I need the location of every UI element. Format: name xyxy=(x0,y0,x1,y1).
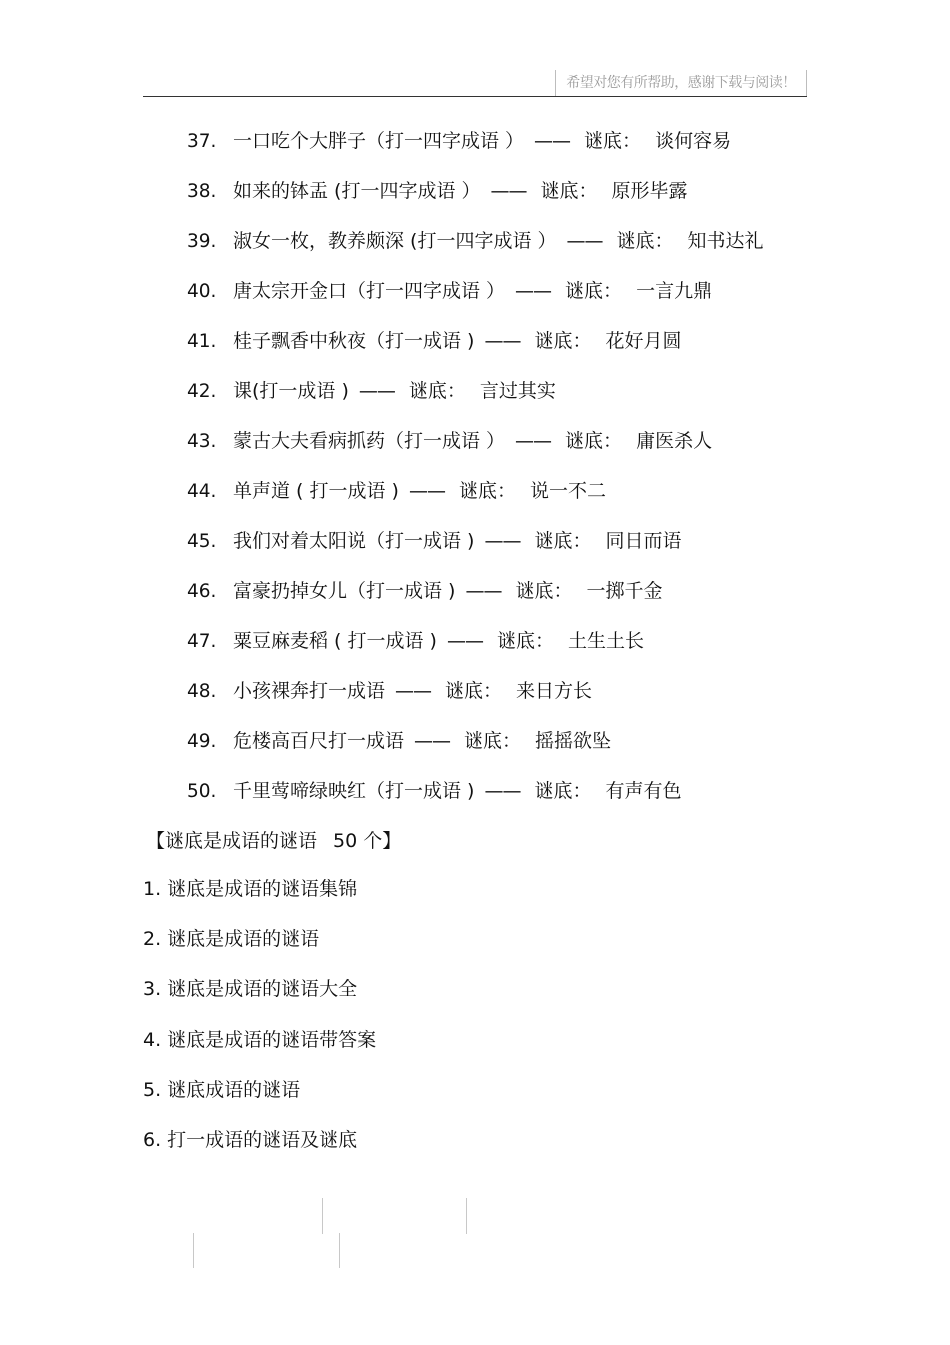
riddle-item xyxy=(187,124,827,174)
riddle-item xyxy=(187,624,827,674)
riddle-answer-label: 谜底： xyxy=(565,430,623,452)
riddle-question: 粟豆麻麦稻 ( 打一成语 ) xyxy=(233,630,437,652)
riddle-answer: 有声有色 xyxy=(605,780,682,802)
riddle-item xyxy=(187,674,827,724)
riddle-answer: 土生土长 xyxy=(567,630,644,652)
riddle-answer-label: 谜底： xyxy=(540,180,598,202)
header-rule xyxy=(143,96,807,97)
riddle-item xyxy=(187,324,827,374)
riddle-question: 我们对着太阳说（打一成语 ) xyxy=(233,530,475,552)
riddle-question: 单声道 ( 打一成语 ) xyxy=(233,480,399,502)
riddle-number: 40. xyxy=(187,281,217,302)
riddle-question: 如来的钵盂 (打一四字成语 ） xyxy=(233,180,481,202)
riddle-item xyxy=(187,774,827,824)
riddle-answer-label: 谜底： xyxy=(534,330,592,352)
riddle-question: 桂子飘香中秋夜（打一成语 ) xyxy=(233,330,475,352)
riddle-list xyxy=(187,124,827,824)
divider-line xyxy=(466,1198,467,1234)
riddle-answer-label: 谜底： xyxy=(584,130,642,152)
riddle-answer: 知书达礼 xyxy=(687,230,764,252)
riddle-answer-label: 谜底： xyxy=(464,730,522,752)
riddle-dash: —— xyxy=(515,280,552,302)
riddle-question: 唐太宗开金口（打一四字成语 ） xyxy=(233,280,506,302)
section-title xyxy=(146,824,401,858)
riddle-answer-label: 谜底： xyxy=(515,580,573,602)
riddle-answer-label: 谜底： xyxy=(458,480,516,502)
section-title-text: 【谜底是成语的谜语 xyxy=(146,830,318,852)
riddle-number: 49. xyxy=(187,731,217,752)
riddle-answer: 花好月圆 xyxy=(605,330,682,352)
riddle-item xyxy=(187,474,827,524)
riddle-question: 富豪扔掉女儿（打一成语 ) xyxy=(233,580,456,602)
riddle-dash: —— xyxy=(465,580,502,602)
riddle-question: 千里莺啼绿映红（打一成语 ) xyxy=(233,780,475,802)
riddle-number: 47. xyxy=(187,631,217,652)
riddle-answer: 说一不二 xyxy=(529,480,606,502)
riddle-number: 37. xyxy=(187,131,217,152)
divider-line xyxy=(339,1233,340,1268)
related-item: 3. 谜底是成语的谜语大全 xyxy=(143,978,358,1001)
riddle-dash: —— xyxy=(484,780,521,802)
riddle-dash: —— xyxy=(515,430,552,452)
riddle-number: 41. xyxy=(187,331,217,352)
riddle-dash: —— xyxy=(490,180,527,202)
related-item: 1. 谜底是成语的谜语集锦 xyxy=(143,878,358,900)
riddle-item xyxy=(187,724,827,774)
riddle-dash: —— xyxy=(484,330,521,352)
riddle-answer: 同日而语 xyxy=(605,530,682,552)
riddle-answer: 谈何容易 xyxy=(655,130,732,152)
riddle-answer-label: 谜底： xyxy=(534,780,592,802)
riddle-dash: —— xyxy=(446,630,483,652)
riddle-answer-label: 谜底： xyxy=(565,280,623,302)
related-item: 5. 谜底成语的谜语 xyxy=(143,1078,301,1101)
riddle-item xyxy=(187,374,827,424)
riddle-answer: 来日方长 xyxy=(516,680,593,702)
riddle-number: 45. xyxy=(187,531,217,552)
riddle-number: 43. xyxy=(187,431,217,452)
riddle-number: 44. xyxy=(187,481,217,502)
riddle-answer-label: 谜底： xyxy=(534,530,592,552)
riddle-question: 蒙古大夫看病抓药（打一成语 ） xyxy=(233,430,506,452)
riddle-question: 一口吃个大胖子（打一四字成语 ） xyxy=(233,130,525,152)
riddle-question: 课(打一成语 ) xyxy=(233,380,349,402)
riddle-item xyxy=(187,574,827,624)
riddle-question: 淑女一枚，教养颇深 (打一四字成语 ） xyxy=(233,230,557,252)
riddle-number: 48. xyxy=(187,681,217,702)
riddle-answer: 原形毕露 xyxy=(611,180,688,202)
header-note: 希望对您有所帮助，感谢下载与阅读！ xyxy=(555,70,807,96)
riddle-dash: —— xyxy=(484,530,521,552)
riddle-answer: 一言九鼎 xyxy=(636,280,713,302)
riddle-answer: 一掷千金 xyxy=(586,580,663,602)
riddle-answer-label: 谜底： xyxy=(408,380,466,402)
riddle-dash: —— xyxy=(395,680,432,702)
riddle-answer-label: 谜底： xyxy=(496,630,554,652)
riddle-number: 39. xyxy=(187,231,217,252)
section-count: 50 个】 xyxy=(333,830,402,852)
riddle-dash: —— xyxy=(566,230,603,252)
riddle-answer: 言过其实 xyxy=(479,380,556,402)
riddle-item xyxy=(187,274,827,324)
riddle-number: 38. xyxy=(187,181,217,202)
riddle-answer-label: 谜底： xyxy=(616,230,674,252)
related-item: 6. 打一成语的谜语及谜底 xyxy=(143,1128,358,1151)
riddle-number: 42. xyxy=(187,381,217,402)
related-list xyxy=(143,872,783,1173)
riddle-answer: 庸医杀人 xyxy=(636,430,713,452)
riddle-item xyxy=(187,174,827,224)
riddle-answer-label: 谜底： xyxy=(445,680,503,702)
riddle-dash: —— xyxy=(414,730,451,752)
riddle-dash: —— xyxy=(408,480,445,502)
riddle-item xyxy=(187,424,827,474)
riddle-question: 危楼高百尺打一成语 xyxy=(233,730,405,752)
riddle-number: 46. xyxy=(187,581,217,602)
riddle-item xyxy=(187,224,827,274)
riddle-item xyxy=(187,524,827,574)
riddle-answer: 摇摇欲坠 xyxy=(535,730,612,752)
riddle-question: 小孩裸奔打一成语 xyxy=(233,680,386,702)
divider-line xyxy=(322,1198,323,1234)
riddle-number: 50. xyxy=(187,781,217,802)
riddle-dash: —— xyxy=(358,380,395,402)
riddle-dash: —— xyxy=(534,130,571,152)
divider-line xyxy=(193,1233,194,1268)
related-item: 2. 谜底是成语的谜语 xyxy=(143,928,320,951)
related-item: 4. 谜底是成语的谜语带答案 xyxy=(143,1028,377,1051)
